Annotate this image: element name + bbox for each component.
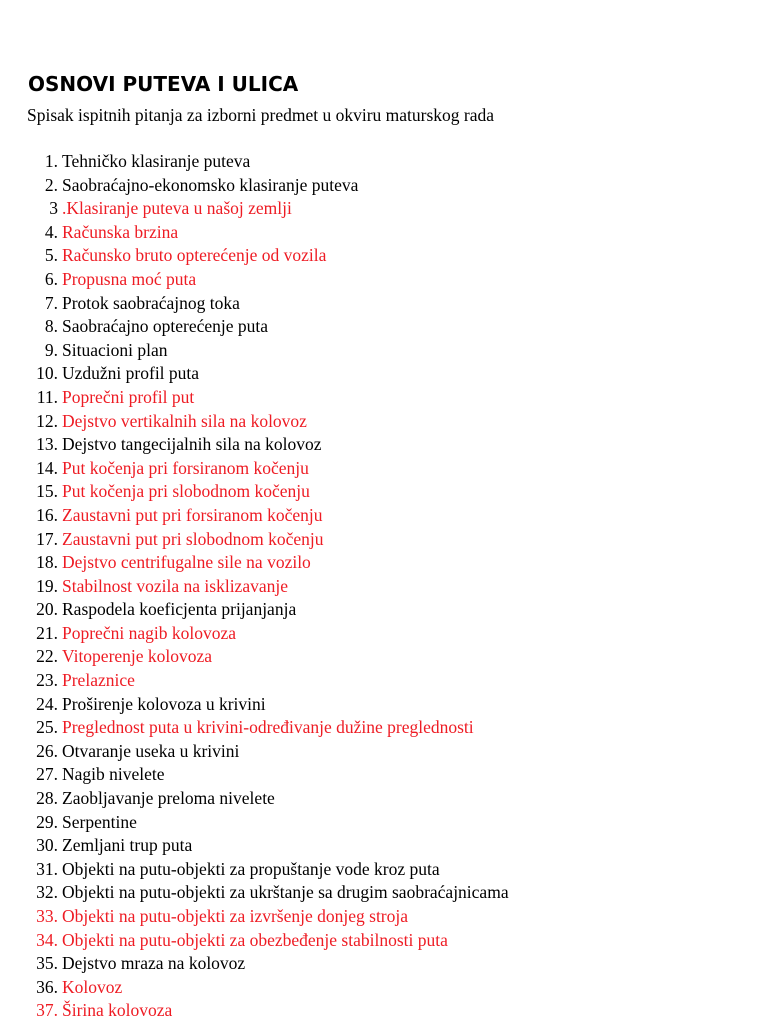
list-item-text: Objekti na putu-objekti za ukrštanje sa drugim saobraćajnicama: [62, 882, 509, 903]
list-item-text: Put kočenja pri forsiranom kočenju: [62, 457, 309, 478]
list-item-text: Objekti na putu-objekti za izvršenje donjeg stroja: [62, 906, 409, 926]
list-item-number: 20.: [36, 599, 58, 620]
list-item-number: 7.: [44, 292, 58, 313]
list-item-text: Zaustavni put pri forsiranom kočenju: [62, 504, 323, 525]
list-item-number: 2.: [44, 174, 58, 195]
list-item-number: 32.: [36, 882, 58, 903]
list-item: [27, 740, 509, 764]
list-item-number: 10.: [36, 363, 58, 384]
list-item-number: 8.: [44, 316, 58, 337]
list-item: [27, 622, 509, 646]
list-item-number: 34.: [36, 929, 58, 950]
list-item-number: 16.: [36, 504, 58, 525]
list-item-text: Zaobljavanje preloma nivelete: [62, 788, 275, 809]
list-item: [27, 292, 509, 316]
list-item: [27, 834, 509, 858]
list-item-number: 14.: [36, 457, 58, 478]
list-item: [27, 433, 509, 457]
list-item-text: Saobraćajno opterećenje puta: [62, 316, 269, 337]
list-item-text: Preglednost puta u krivini-određivanje dužine preglednosti: [62, 717, 474, 738]
list-item: [27, 976, 509, 1000]
list-item-number: 27.: [36, 764, 58, 785]
list-item-text: Serpentine: [62, 811, 137, 832]
list-item: [27, 858, 509, 882]
list-item: [27, 881, 509, 905]
list-item-number: 25.: [36, 717, 58, 738]
list-item-number: 13.: [36, 434, 58, 455]
list-item: [27, 410, 509, 434]
list-item-text: Računska brzina: [62, 221, 179, 242]
list-item-text: Put kočenja pri slobodnom kočenju: [62, 481, 310, 502]
list-item-number: 5.: [44, 245, 58, 266]
list-item-text: Nagib nivelete: [62, 764, 165, 785]
list-item: [27, 811, 509, 835]
list-item-text: Zemljani trup puta: [62, 835, 193, 856]
list-item: [27, 551, 509, 575]
list-item: [27, 457, 509, 481]
list-item-text: Stabilnost vozila na isklizavanje: [62, 575, 288, 596]
list-item-text: Dejstvo centrifugalne sile na vozilo: [62, 552, 311, 573]
list-item-text: Prelaznice: [62, 670, 135, 691]
page-subtitle: Spisak ispitnih pitanja za izborni predmet u okviru maturskog rada: [27, 105, 495, 125]
list-item-number: 18.: [36, 552, 58, 573]
list-item-text: Vitoperenje kolovoza: [62, 646, 213, 667]
list-item: [27, 150, 509, 174]
list-item-text: Propusna moć puta: [62, 268, 197, 289]
list-item-text: Kolovoz: [62, 976, 123, 997]
list-item: [27, 929, 509, 953]
list-item-number: 35.: [36, 953, 58, 974]
list-item: [27, 362, 509, 386]
list-item-number: 36.: [36, 976, 58, 997]
list-item-number: 9.: [44, 339, 58, 360]
question-list: [27, 150, 509, 1023]
list-item: [27, 528, 509, 552]
list-item-number: 30.: [36, 835, 58, 856]
list-item-number: 26.: [36, 740, 58, 761]
list-item-text: Poprečni nagib kolovoza: [62, 622, 236, 643]
list-item-text: Dejstvo mraza na kolovoz: [62, 953, 246, 974]
list-item: [27, 693, 509, 717]
list-item-number: 15.: [36, 481, 58, 502]
list-item: [27, 197, 509, 221]
list-item-text: Uzdužni profil puta: [62, 363, 200, 384]
list-item: [27, 386, 509, 410]
list-item-number: 23.: [36, 670, 58, 691]
list-item-number: 12.: [36, 410, 58, 431]
list-item: [27, 999, 509, 1023]
list-item-number: 17.: [36, 528, 58, 549]
list-item-number: 31.: [36, 858, 58, 879]
list-item: [27, 952, 509, 976]
list-item-number: 1.: [44, 151, 58, 171]
list-item-text: Protok saobraćajnog toka: [62, 292, 240, 313]
list-item: [27, 244, 509, 268]
list-item: [27, 669, 509, 693]
list-item: [27, 905, 509, 929]
list-item-number: 4.: [44, 221, 58, 242]
list-item-text: Saobraćajno-ekonomsko klasiranje puteva: [62, 174, 359, 195]
list-item-text: Tehničko klasiranje puteva: [62, 151, 251, 171]
list-item-number: 19.: [36, 575, 58, 596]
list-item-number: 6.: [44, 268, 58, 289]
list-item: [27, 598, 509, 622]
list-item-number: 22.: [36, 646, 58, 667]
list-item-text: Širina kolovoza: [62, 1000, 173, 1021]
list-item-text: Zaustavni put pri slobodnom kočenju: [62, 528, 324, 549]
list-item-number: 37.: [36, 1000, 58, 1021]
list-item-text: Računsko bruto opterećenje od vozila: [62, 245, 327, 266]
list-item-text: Dejstvo tangecijalnih sila na kolovoz: [62, 434, 322, 455]
list-item: [27, 174, 509, 198]
page-title: OSNOVI PUTEVA I ULICA: [28, 72, 299, 96]
list-item: [27, 645, 509, 669]
list-item-text: Objekti na putu-objekti za obezbeđenje stabilnosti puta: [62, 929, 448, 950]
list-item-text: Raspodela koeficjenta prijanjanja: [62, 599, 297, 620]
list-item: [27, 787, 509, 811]
list-item: [27, 504, 509, 528]
list-item-number: 29.: [36, 811, 58, 832]
list-item-number: 3: [49, 198, 58, 219]
list-item-text: Proširenje kolovoza u krivini: [62, 693, 266, 714]
list-item: [27, 315, 509, 339]
list-item-text: Dejstvo vertikalnih sila na kolovoz: [62, 410, 307, 431]
list-item-text: Poprečni profil put: [62, 386, 195, 407]
list-item: [27, 480, 509, 504]
list-item: [27, 221, 509, 245]
list-item-text: Objekti na putu-objekti za propuštanje vode kroz puta: [62, 858, 440, 879]
list-item-number: 28.: [36, 788, 58, 809]
list-item-number: 24.: [36, 693, 58, 714]
list-item: [27, 575, 509, 599]
list-item: [27, 716, 509, 740]
list-item-text: Otvaranje useka u krivini: [62, 740, 240, 761]
list-item-number: 11.: [36, 386, 58, 407]
list-item: [27, 339, 509, 363]
list-item-number: 21.: [36, 622, 58, 643]
list-item-text: .Klasiranje puteva u našoj zemlji: [62, 198, 292, 219]
list-item-number: 33.: [36, 906, 58, 926]
list-item: [27, 268, 509, 292]
list-item: [27, 763, 509, 787]
list-item-text: Situacioni plan: [62, 339, 168, 360]
